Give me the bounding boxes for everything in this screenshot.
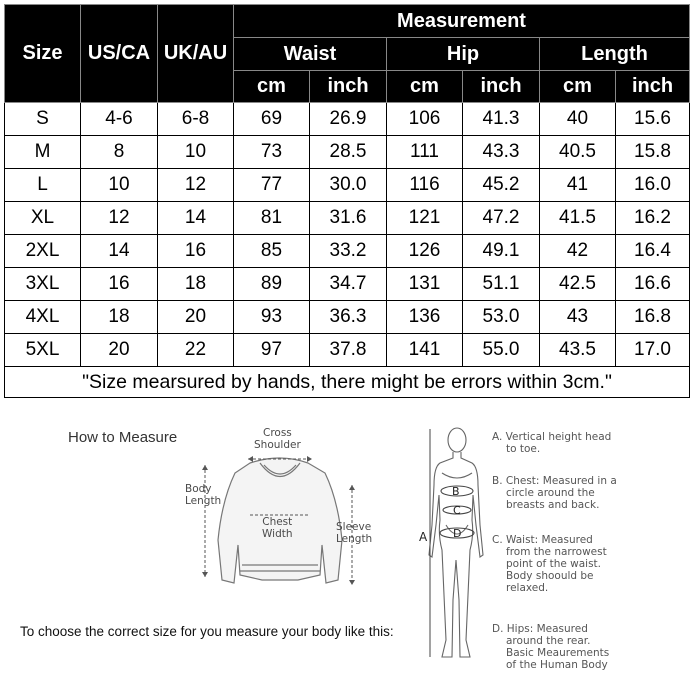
step-line: D. Hips: Measured: [492, 623, 588, 635]
table-cell: 18: [158, 268, 234, 301]
table-cell: 45.2: [463, 169, 540, 202]
measurement-note: "Size mearsured by hands, there might be errors within 3cm.": [5, 367, 690, 398]
step-b: [492, 475, 622, 511]
table-cell: 121: [387, 202, 463, 235]
table-row: [5, 268, 690, 301]
us-ca-header: US/CA: [81, 5, 158, 103]
marker-c: C: [453, 504, 461, 517]
table-cell: 55.0: [463, 334, 540, 367]
table-cell: 26.9: [310, 103, 387, 136]
step-line: C. Waist: Measured: [492, 534, 593, 546]
table-cell: 42.5: [540, 268, 616, 301]
table-cell: L: [5, 169, 81, 202]
table-cell: 33.2: [310, 235, 387, 268]
step-line: relaxed.: [506, 582, 549, 595]
size-header: Size: [5, 5, 81, 103]
table-cell: 10: [158, 136, 234, 169]
table-cell: 106: [387, 103, 463, 136]
table-cell: 81: [234, 202, 310, 235]
table-cell: 20: [158, 301, 234, 334]
table-cell: S: [5, 103, 81, 136]
step-line: breasts and back.: [506, 499, 600, 512]
table-cell: 16.2: [616, 202, 690, 235]
label-line: Shoulder: [254, 439, 301, 452]
table-cell: 14: [81, 235, 158, 268]
table-cell: 37.8: [310, 334, 387, 367]
table-cell: 16: [81, 268, 158, 301]
step-line: B. Chest: Measured in a: [492, 475, 617, 487]
unit-header: cm: [387, 71, 463, 103]
table-cell: 53.0: [463, 301, 540, 334]
table-cell: 69: [234, 103, 310, 136]
table-row: [5, 202, 690, 235]
unit-header: cm: [540, 71, 616, 103]
table-row: [5, 301, 690, 334]
table-cell: 116: [387, 169, 463, 202]
table-cell: 18: [81, 301, 158, 334]
table-cell: 16.4: [616, 235, 690, 268]
step-line: around the rear.: [506, 635, 591, 648]
step-line: Basic Meaurements: [506, 647, 610, 660]
step-line: to toe.: [506, 443, 541, 456]
table-cell: 141: [387, 334, 463, 367]
sleeve-length-label: [336, 521, 372, 545]
table-row: [5, 169, 690, 202]
chest-width-label: [262, 516, 293, 540]
table-cell: 8: [81, 136, 158, 169]
table-cell: 14: [158, 202, 234, 235]
table-cell: 85: [234, 235, 310, 268]
label-line: Chest: [262, 516, 293, 528]
table-cell: 4XL: [5, 301, 81, 334]
table-cell: 3XL: [5, 268, 81, 301]
table-cell: 16.8: [616, 301, 690, 334]
table-cell: 77: [234, 169, 310, 202]
table-cell: 17.0: [616, 334, 690, 367]
table-row: [5, 103, 690, 136]
label-line: Sleeve: [336, 521, 372, 533]
step-line: point of the waist.: [506, 558, 602, 571]
table-cell: 43: [540, 301, 616, 334]
marker-a: A: [419, 530, 428, 544]
table-cell: 131: [387, 268, 463, 301]
table-cell: 97: [234, 334, 310, 367]
marker-d: D: [453, 527, 462, 540]
table-cell: 16.0: [616, 169, 690, 202]
uk-au-header: UK/AU: [158, 5, 234, 103]
body-length-label: [185, 483, 221, 507]
table-cell: 89: [234, 268, 310, 301]
unit-header: inch: [310, 71, 387, 103]
step-line: circle around the: [506, 487, 595, 500]
table-cell: 42: [540, 235, 616, 268]
unit-header: inch: [616, 71, 690, 103]
table-row: [5, 136, 690, 169]
table-cell: 12: [81, 202, 158, 235]
table-cell: 51.1: [463, 268, 540, 301]
label-line: Length: [185, 495, 222, 508]
step-line: of the Human Body: [506, 659, 608, 672]
step-line: A. Vertical height head: [492, 431, 612, 443]
table-cell: 73: [234, 136, 310, 169]
how-to-measure-title: How to Measure: [68, 429, 178, 446]
label-line: Width: [262, 528, 293, 541]
table-cell: 47.2: [463, 202, 540, 235]
table-cell: 93: [234, 301, 310, 334]
table-row: [5, 235, 690, 268]
table-cell: 15.8: [616, 136, 690, 169]
unit-header: inch: [463, 71, 540, 103]
step-d: [492, 623, 622, 671]
table-cell: 30.0: [310, 169, 387, 202]
table-cell: 15.6: [616, 103, 690, 136]
step-line: from the narrowest: [506, 546, 607, 559]
waist-header: Waist: [234, 38, 387, 71]
marker-b: B: [452, 485, 460, 498]
label-line: Length: [336, 533, 373, 546]
table-cell: 111: [387, 136, 463, 169]
unit-header: cm: [234, 71, 310, 103]
table-cell: 40.5: [540, 136, 616, 169]
table-cell: 28.5: [310, 136, 387, 169]
table-cell: XL: [5, 202, 81, 235]
table-cell: 16: [158, 235, 234, 268]
table-cell: 40: [540, 103, 616, 136]
step-a: [492, 431, 622, 455]
table-cell: 6-8: [158, 103, 234, 136]
table-cell: 49.1: [463, 235, 540, 268]
body-diagram: [420, 425, 490, 675]
table-cell: 12: [158, 169, 234, 202]
table-cell: 43.3: [463, 136, 540, 169]
table-cell: 126: [387, 235, 463, 268]
step-line: Body shoould be: [506, 570, 594, 583]
table-cell: 31.6: [310, 202, 387, 235]
table-cell: M: [5, 136, 81, 169]
table-cell: 5XL: [5, 334, 81, 367]
measurement-header: Measurement: [234, 5, 690, 38]
table-cell: 41.5: [540, 202, 616, 235]
table-cell: 2XL: [5, 235, 81, 268]
table-cell: 34.7: [310, 268, 387, 301]
hip-header: Hip: [387, 38, 540, 71]
label-line: Cross: [262, 427, 292, 439]
table-cell: 41: [540, 169, 616, 202]
table-row: [5, 334, 690, 367]
table-cell: 20: [81, 334, 158, 367]
table-cell: 16.6: [616, 268, 690, 301]
table-cell: 4-6: [81, 103, 158, 136]
table-cell: 41.3: [463, 103, 540, 136]
table-cell: 10: [81, 169, 158, 202]
table-cell: 36.3: [310, 301, 387, 334]
table-cell: 43.5: [540, 334, 616, 367]
length-header: Length: [540, 38, 690, 71]
step-c: [492, 534, 622, 594]
note-row: [5, 367, 690, 398]
label-line: Body: [185, 483, 212, 495]
cross-shoulder-label: [254, 427, 301, 451]
table-cell: 136: [387, 301, 463, 334]
measure-instruction: To choose the correct size for you measure your body like this:: [20, 624, 394, 639]
size-chart-table: [4, 4, 690, 398]
table-cell: 22: [158, 334, 234, 367]
